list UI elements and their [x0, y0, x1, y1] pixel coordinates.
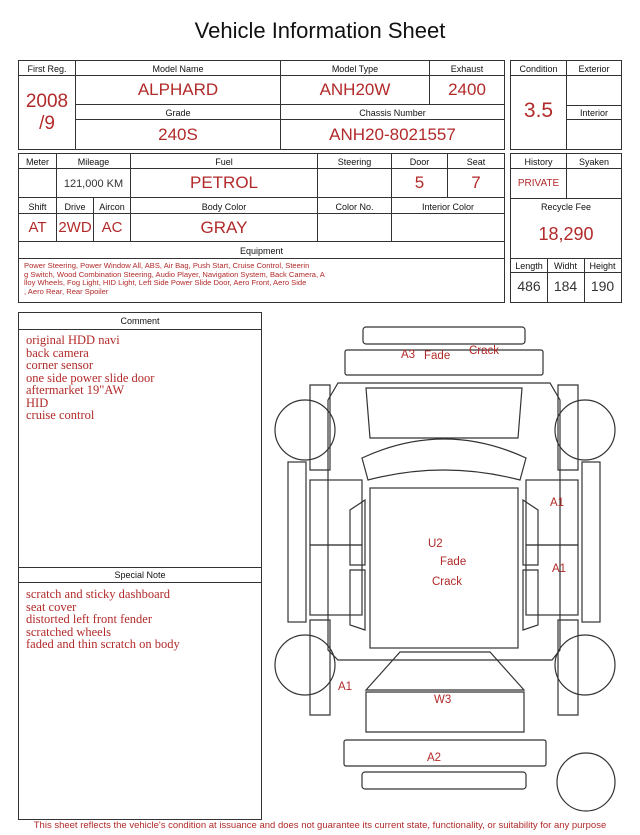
shift-label: Shift: [28, 202, 47, 212]
special-note-line: distorted left front fender: [26, 612, 152, 626]
recycle-fee-label: Recycle Fee: [540, 202, 592, 212]
comment-line: HID: [26, 395, 49, 410]
first-reg-label: First Reg.: [27, 64, 67, 74]
length-label: Length: [515, 261, 543, 271]
damage-mark: A3: [401, 349, 416, 361]
steering-cell: [318, 154, 392, 198]
rear-bumper: [344, 740, 546, 766]
width-value: 184: [553, 278, 578, 294]
left-rear-door: [310, 545, 362, 615]
right-rear-door: [526, 545, 578, 615]
seat-label: Seat: [466, 157, 486, 167]
seat-value: 7: [471, 173, 481, 192]
right-rear-fender: [558, 620, 578, 715]
height-label: Height: [589, 261, 616, 271]
special-note-label: Special Note: [114, 570, 166, 580]
history-label: History: [524, 157, 553, 167]
right-front-door: [526, 480, 578, 545]
damage-mark: U2: [428, 538, 443, 550]
door-label: Door: [409, 157, 430, 167]
height-value: 190: [590, 278, 615, 294]
hood: [366, 388, 522, 438]
mileage-label: Mileage: [77, 157, 110, 167]
interior-color-label: Interior Color: [421, 202, 475, 212]
meter-cell: [19, 154, 57, 198]
comment-line: cruise control: [26, 408, 95, 422]
window-right-front: [523, 500, 538, 565]
damage-mark: Crack: [469, 345, 500, 357]
window-left-front: [350, 500, 365, 565]
special-note-line: scratch and sticky dashboard: [26, 587, 171, 601]
model-type-cell: [281, 61, 430, 105]
damage-mark: A1: [552, 563, 567, 575]
window-left-rear: [350, 570, 365, 630]
comment-line: back camera: [26, 345, 89, 360]
syaken-label: Syaken: [578, 157, 610, 167]
shift-value: AT: [28, 219, 47, 236]
grade-label: Grade: [165, 108, 191, 118]
vehicle-info-table: [18, 60, 505, 150]
car-damage-diagram: [270, 320, 630, 820]
damage-mark: A1: [338, 681, 353, 693]
aircon-value: AC: [101, 219, 123, 236]
left-side-sill: [288, 462, 306, 622]
chassis-cell: [281, 105, 504, 149]
damage-mark: Fade: [440, 556, 467, 568]
grade-cell: [76, 105, 281, 149]
mileage-cell: [57, 154, 131, 198]
body-color-value: GRAY: [200, 218, 248, 237]
rear-glass: [366, 652, 524, 690]
first-reg-month: /9: [39, 113, 55, 134]
equipment-label: Equipment: [239, 246, 284, 256]
right-front-wheel: [555, 400, 615, 460]
color-no-label: Color No.: [335, 202, 374, 212]
history-table: [510, 153, 622, 303]
aircon-cell: [94, 198, 131, 242]
comment-line: corner sensor: [26, 358, 93, 372]
comment-line: original HDD navi: [26, 333, 120, 347]
body-color-cell: [131, 198, 318, 242]
drive-value: 2WD: [58, 219, 92, 236]
disclaimer-footer: This sheet reflects the vehicle's condition at issuance and does not guarantee its current state, functionality, or suitability for any purpose: [33, 820, 607, 831]
car-body-outline: [328, 383, 560, 660]
left-rear-wheel: [275, 635, 335, 695]
condition-value: 3.5: [523, 99, 554, 122]
front-bumper-top: [363, 327, 525, 344]
damage-mark: A1: [550, 497, 565, 509]
drive-cell: [57, 198, 94, 242]
condition-label: Condition: [519, 64, 558, 74]
window-right-rear: [523, 570, 538, 630]
fuel-value: PETROL: [189, 173, 259, 192]
right-side-sill: [582, 462, 600, 622]
left-front-door: [310, 480, 362, 545]
special-note-line: seat cover: [26, 599, 77, 614]
fuel-label: Fuel: [215, 157, 233, 167]
comment-line: aftermarket 19"AW: [26, 383, 125, 397]
left-front-wheel: [275, 400, 335, 460]
model-name-label: Model Name: [152, 64, 204, 74]
fuel-cell: [131, 154, 318, 198]
right-front-fender: [558, 385, 578, 470]
spare-wheel: [557, 753, 615, 811]
exhaust-value: 2400: [448, 80, 486, 99]
drive-label: Drive: [64, 202, 86, 212]
steering-label: Steering: [337, 157, 372, 167]
shift-cell: [19, 198, 57, 242]
interior-color-cell: [392, 198, 504, 242]
model-type-label: Model Type: [331, 64, 379, 74]
model-name-cell: [76, 61, 281, 105]
exterior-label: Exterior: [578, 64, 610, 74]
color-no-cell: [318, 198, 392, 242]
model-name-value: ALPHARD: [137, 80, 219, 99]
windshield: [362, 439, 526, 480]
exhaust-cell: [430, 61, 504, 105]
chassis-value: ANH20-8021557: [329, 125, 456, 144]
grade-value: 240S: [158, 125, 198, 144]
door-cell: [392, 154, 448, 198]
meter-label: Meter: [25, 157, 49, 167]
rear-bumper-bottom: [362, 772, 526, 789]
roof: [370, 488, 518, 648]
damage-mark: Crack: [432, 576, 463, 588]
model-type-value: ANH20W: [319, 80, 391, 99]
damage-mark: W3: [434, 694, 452, 706]
body-color-label: Body Color: [201, 202, 247, 212]
comment-line: one side power slide door: [26, 370, 155, 385]
page-title: Vehicle Information Sheet: [194, 18, 446, 43]
condition-table: [510, 60, 622, 150]
width-label: Widht: [553, 261, 577, 271]
door-value: 5: [414, 173, 425, 192]
comment-box: [18, 312, 262, 820]
comment-list: [26, 334, 154, 422]
chassis-label: Chassis Number: [359, 108, 426, 118]
mileage-value: 121,000 KM: [63, 178, 124, 190]
comment-label: Comment: [120, 316, 160, 326]
right-rear-wheel: [555, 635, 615, 695]
damage-mark: A2: [427, 752, 442, 764]
special-note-line: scratched wheels: [26, 624, 112, 639]
seat-cell: [448, 154, 504, 198]
aircon-label: Aircon: [99, 202, 125, 212]
history-value: PRIVATE: [517, 178, 560, 189]
left-rear-fender: [310, 620, 330, 715]
special-note-line: faded and thin scratch on body: [26, 637, 180, 651]
left-front-fender: [310, 385, 330, 470]
recycle-fee-value: 18,290: [538, 224, 594, 244]
equipment-list: Power Steering, Power Window All, ABS, Air Bag, Push Start, Cruise Control, Steerin g Switch, Wood Combination Steering, Audio Player, Navigation System, Back Camera, A lloy Wheels, Fog Light, HID Light, Left Side Power Slide Door, Aero Front, Aero Side , Aero Rear, Rear Spoiler: [24, 261, 325, 296]
interior-label: Interior: [579, 108, 608, 118]
damage-mark: Fade: [424, 350, 451, 362]
exhaust-label: Exhaust: [450, 64, 484, 74]
special-note-list: [26, 588, 180, 651]
length-value: 486: [517, 278, 541, 294]
first-reg-year: 2008: [25, 91, 69, 112]
